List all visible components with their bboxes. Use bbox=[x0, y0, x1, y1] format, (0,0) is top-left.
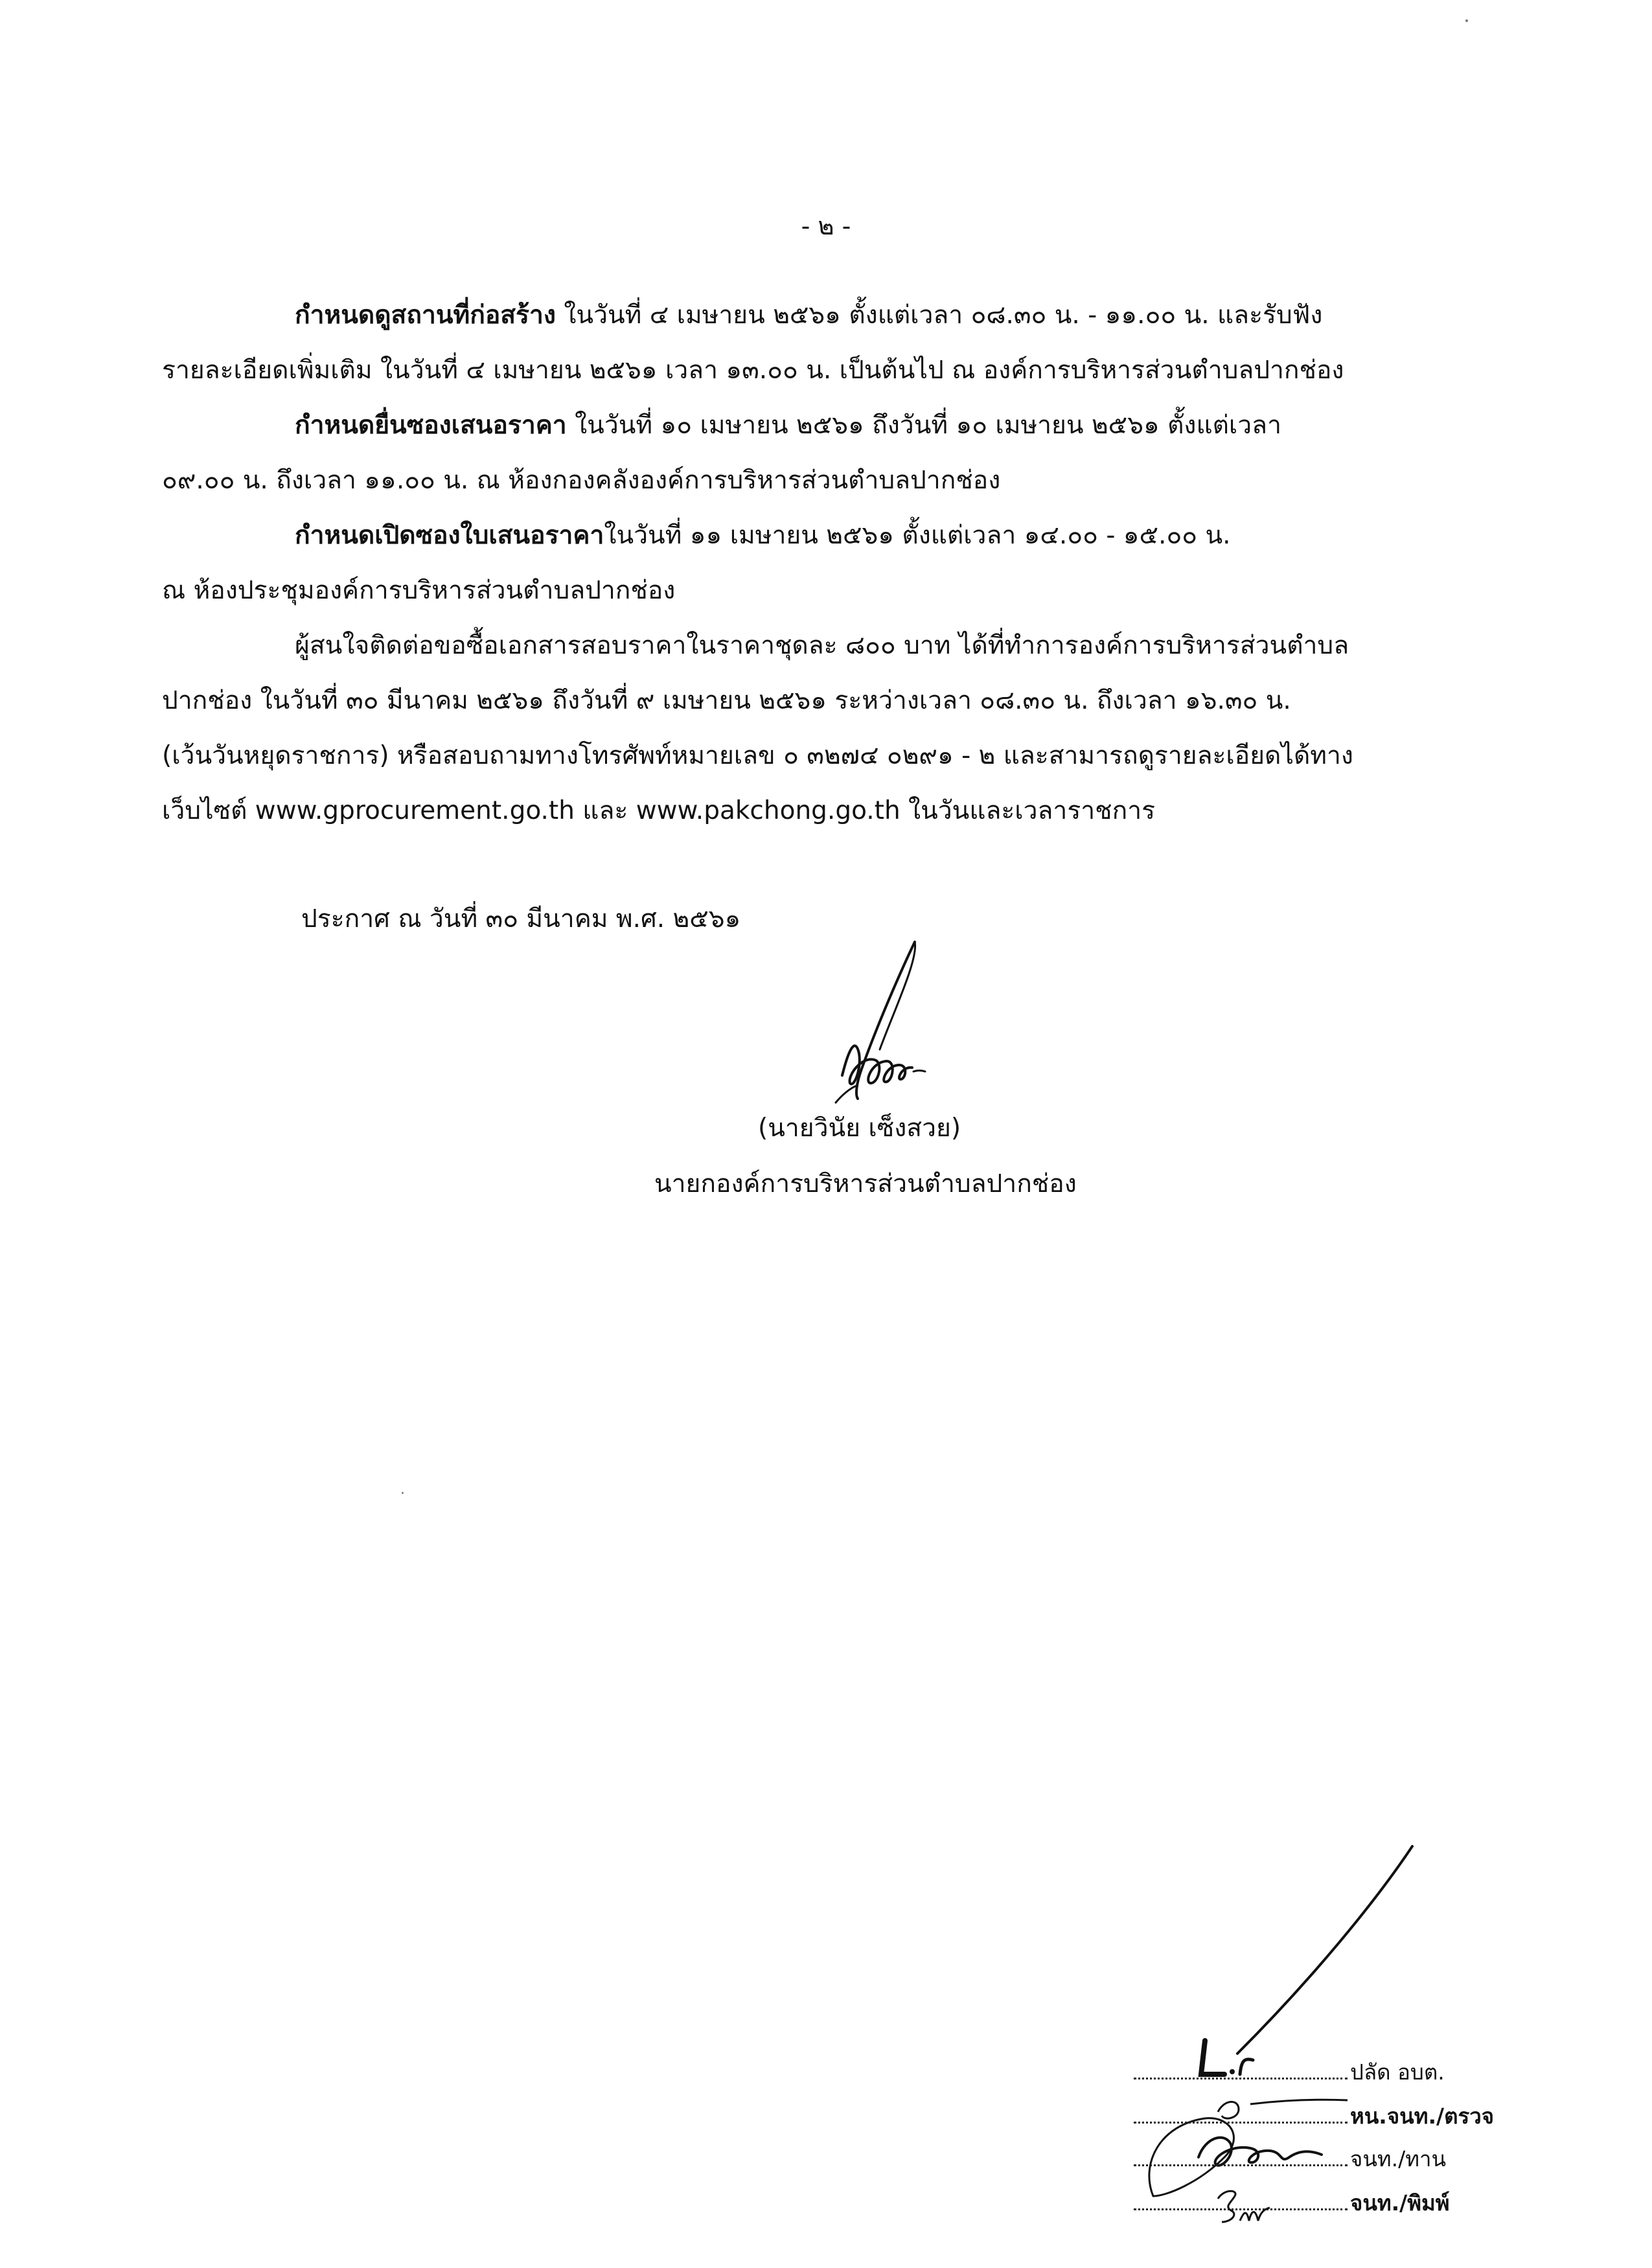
signatory-title: นายกองค์การบริหารส่วนตำบลปากช่อง bbox=[654, 1169, 1077, 1198]
opening-text-1: ในวันที่ ๑๑ เมษายน ๒๕๖๑ ตั้งแต่เวลา ๑๔.๐๐ - ๑๕.๐๐ น. bbox=[604, 521, 1231, 550]
interested-line-3: (เว้นวันหยุดราชการ) หรือสอบถามทางโทรศัพท์หมายเลข ๐ ๓๒๗๔ ๐๒๙๑ - ๒ และสามารถดูรายละเอียดได้ทาง bbox=[162, 741, 1353, 770]
initials-label-review: จนท./ทาน bbox=[1350, 2146, 1447, 2171]
initials-row-typist bbox=[1134, 2186, 1450, 2220]
site-visit-line-2: รายละเอียดเพิ่มเติม ในวันที่ ๔ เมษายน ๒๕๖๑ เวลา ๑๓.๐๐ น. เป็นต้นไป ณ องค์การบริหารส่วนตำบลปากช่อง bbox=[162, 356, 1344, 385]
interested-line-4: เว็บไซต์ www.gprocurement.go.th และ www.pakchong.go.th ในวันและเวลาราชการ bbox=[162, 796, 1156, 825]
initials-label-typist: จนท./พิมพ์ bbox=[1350, 2190, 1450, 2216]
submission-line-1 bbox=[295, 407, 1281, 444]
signatory-name: (นายวินัย เซ็งสวย) bbox=[758, 1114, 961, 1143]
submission-heading: กำหนดยื่นซองเสนอราคา bbox=[295, 411, 567, 440]
site-visit-line-1 bbox=[295, 297, 1441, 334]
scan-speck bbox=[402, 1492, 404, 1494]
initials-dotline bbox=[1134, 2102, 1348, 2124]
initials-label-deputy: ปลัด อบต. bbox=[1350, 2059, 1445, 2085]
interested-line-1: ผู้สนใจติดต่อขอซื้อเอกสารสอบราคาในราคาชุดละ ๘๐๐ บาท ได้ที่ทำการองค์การบริหารส่วนตำบล bbox=[295, 631, 1349, 660]
signature-image bbox=[816, 933, 959, 1114]
initials-dotline bbox=[1134, 2145, 1348, 2166]
interested-line-2: ปากช่อง ในวันที่ ๓๐ มีนาคม ๒๕๖๑ ถึงวันที่ ๙ เมษายน ๒๕๖๑ ระหว่างเวลา ๐๘.๓๐ น. ถึงเวลา ๑๖.๓๐ น. bbox=[162, 686, 1291, 715]
submission-line-2: ๐๙.๐๐ น. ถึงเวลา ๑๑.๐๐ น. ณ ห้องกองคลังองค์การบริหารส่วนตำบลปากช่อง bbox=[162, 466, 1001, 495]
scan-speck bbox=[1465, 19, 1468, 22]
initials-row-head bbox=[1134, 2099, 1494, 2133]
initials-row-review bbox=[1134, 2142, 1446, 2176]
opening-line-1 bbox=[295, 518, 1231, 554]
initials-dotline bbox=[1134, 2058, 1348, 2079]
initials-row-deputy bbox=[1134, 2055, 1445, 2089]
page-number: - ๒ - bbox=[801, 212, 851, 240]
initials-dotline bbox=[1134, 2189, 1348, 2210]
announcement-date: ประกาศ ณ วันที่ ๓๐ มีนาคม พ.ศ. ๒๕๖๑ bbox=[301, 904, 741, 934]
submission-text-1: ในวันที่ ๑๐ เมษายน ๒๕๖๑ ถึงวันที่ ๑๐ เมษายน ๒๕๖๑ ตั้งแต่เวลา bbox=[575, 411, 1281, 440]
opening-heading: กำหนดเปิดซองใบเสนอราคา bbox=[295, 521, 604, 550]
opening-line-2: ณ ห้องประชุมองค์การบริหารส่วนตำบลปากช่อง bbox=[162, 576, 676, 605]
initials-label-head: หน.จนท./ตรวจ bbox=[1350, 2103, 1495, 2129]
site-visit-heading: กำหนดดูสถานที่ก่อสร้าง bbox=[295, 301, 556, 330]
site-visit-text-1: ในวันที่ ๔ เมษายน ๒๕๖๑ ตั้งแต่เวลา ๐๘.๓๐ น. - ๑๑.๐๐ น. และรับฟัง bbox=[564, 301, 1323, 330]
